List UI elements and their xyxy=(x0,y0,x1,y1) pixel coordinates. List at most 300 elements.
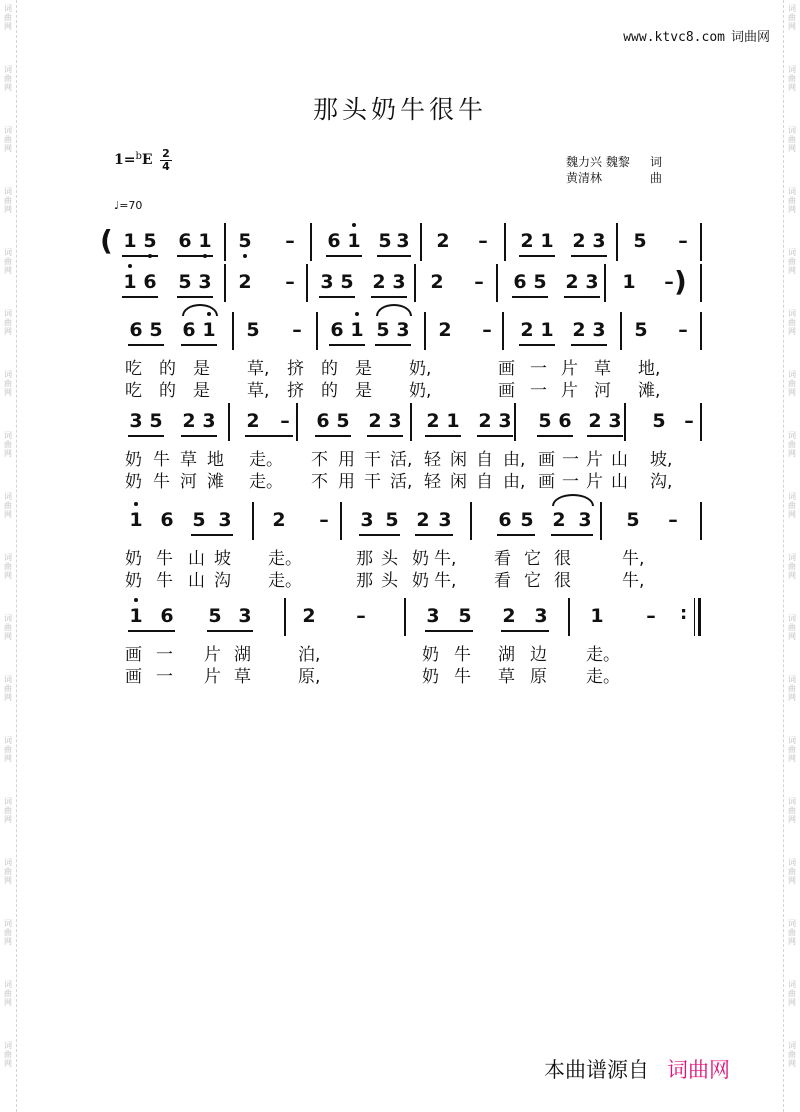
lyric-syllable: 片 xyxy=(204,667,221,687)
credits xyxy=(566,154,670,186)
tempo-value: =70 xyxy=(119,199,143,212)
lyric-syllable: 一 xyxy=(530,359,547,379)
open-paren: ( xyxy=(100,224,113,257)
lyric-syllable: 一 xyxy=(156,645,173,665)
bar-line xyxy=(424,312,426,350)
jianpu-note: 6 xyxy=(327,230,341,252)
watermark-mark: 词 曲 网 xyxy=(788,492,796,519)
lyric-syllable: 山 xyxy=(611,450,628,470)
jianpu-note: 1 xyxy=(196,229,214,253)
lyric-syllable: 牛 xyxy=(156,549,173,569)
jianpu-note: 3 xyxy=(608,410,622,432)
lyric-syllable: 湖 xyxy=(234,645,251,665)
lyric-syllable: 泊, xyxy=(298,645,321,665)
jianpu-note: 1 xyxy=(540,319,554,341)
lyric-verse-1 xyxy=(0,445,800,470)
slur-arc xyxy=(182,304,218,316)
watermark-mark: 词 曲 网 xyxy=(4,553,12,580)
jianpu-note: 5 xyxy=(208,605,222,627)
jianpu-note: – xyxy=(478,230,488,252)
lyric-syllable: 奶, xyxy=(409,381,432,401)
eighth-beam xyxy=(425,435,461,437)
lyric-verse-2 xyxy=(0,566,800,591)
lyric-syllable: 山 xyxy=(611,472,628,492)
eighth-beam xyxy=(319,296,355,298)
jianpu-note: 2 xyxy=(520,319,534,341)
song-title: 那头奶牛很牛 xyxy=(312,95,487,124)
end-bar-thick xyxy=(698,598,701,636)
bar-line xyxy=(514,403,516,441)
lyric-syllable: 的 xyxy=(159,359,176,379)
jianpu-note: – xyxy=(280,410,290,432)
jianpu-note: 1 xyxy=(446,410,460,432)
jianpu-note: 5 xyxy=(141,229,159,253)
jianpu-note: 5 xyxy=(533,271,547,293)
lyric-syllable: 是 xyxy=(355,359,372,379)
jianpu-note: 5 xyxy=(458,605,472,627)
jianpu-note: 5 xyxy=(626,509,640,531)
jianpu-note: 6 xyxy=(182,319,196,341)
lyric-syllable: 奶 xyxy=(412,571,429,591)
eighth-beam xyxy=(122,296,158,298)
bar-line xyxy=(232,312,234,350)
watermark-mark: 词 曲 网 xyxy=(788,797,796,824)
time-signature xyxy=(160,148,172,173)
jianpu-note: 2 xyxy=(588,410,602,432)
watermark-mark: 词 曲 网 xyxy=(4,431,12,458)
lyric-syllable: 牛, xyxy=(434,549,457,569)
lyric-syllable: 牛 xyxy=(454,667,471,687)
jianpu-note: 2 xyxy=(436,230,450,252)
jianpu-note: 5 xyxy=(192,509,206,531)
lyric-syllable: 画 xyxy=(125,667,142,687)
footer-source-brand[interactable]: 词曲网 xyxy=(667,1058,730,1082)
lyric-syllable: 草, xyxy=(247,359,270,379)
eighth-beam xyxy=(181,344,217,346)
jianpu-note: 2 xyxy=(565,271,579,293)
lyric-syllable: 草 xyxy=(180,450,197,470)
lyric-syllable: 牛 xyxy=(454,645,471,665)
lyric-syllable: 奶 xyxy=(125,472,142,492)
watermark-mark: 词 曲 网 xyxy=(788,1041,796,1068)
lyric-syllable: 是 xyxy=(193,381,210,401)
jianpu-note: 3 xyxy=(396,319,410,341)
watermark-mark: 词 曲 网 xyxy=(4,1041,12,1068)
jianpu-note: 5 xyxy=(149,319,163,341)
bar-line xyxy=(252,502,254,540)
bar-line xyxy=(700,223,702,261)
jianpu-note: 3 xyxy=(426,605,440,627)
bar-line xyxy=(310,223,312,261)
jianpu-note: 6 xyxy=(316,410,330,432)
jianpu-note: 1 xyxy=(348,318,366,342)
lyric-syllable: 的 xyxy=(321,381,338,401)
eighth-beam xyxy=(571,255,607,257)
key-prefix: 1= xyxy=(114,152,136,168)
watermark-mark: 词 曲 网 xyxy=(788,614,796,641)
lyric-syllable: 牛, xyxy=(622,549,645,569)
lyric-syllable: 头 xyxy=(381,549,398,569)
lyric-syllable: 奶 xyxy=(125,571,142,591)
eighth-beam xyxy=(177,255,213,257)
jianpu-note: – xyxy=(678,319,688,341)
watermark-mark: 词 曲 网 xyxy=(4,4,12,31)
jianpu-note: 1 xyxy=(123,230,137,252)
repeat-sign: : xyxy=(680,603,688,624)
jianpu-note: 5 xyxy=(652,410,666,432)
bar-line xyxy=(616,223,618,261)
lyric-syllable: 奶, xyxy=(409,359,432,379)
watermark-mark: 词 曲 网 xyxy=(4,126,12,153)
notation-row xyxy=(0,409,800,443)
eighth-beam xyxy=(329,344,365,346)
watermark-mark: 词 曲 网 xyxy=(788,370,796,397)
bar-line xyxy=(620,312,622,350)
eighth-beam xyxy=(326,255,362,257)
jianpu-note: – xyxy=(664,271,674,293)
jianpu-note: 5 xyxy=(178,271,192,293)
bar-line xyxy=(306,264,308,302)
jianpu-note: 5 xyxy=(633,230,647,252)
footer-source-text: 本曲谱源自 xyxy=(544,1058,649,1082)
jianpu-note: – xyxy=(668,509,678,531)
bar-line xyxy=(340,502,342,540)
lyric-syllable: 用 xyxy=(338,472,355,492)
watermark-mark: 词 曲 网 xyxy=(788,187,796,214)
lyric-syllable: 那 xyxy=(356,571,373,591)
eighth-beam xyxy=(177,296,213,298)
credit-composer xyxy=(566,170,670,186)
watermark-mark: 词 曲 网 xyxy=(788,248,796,275)
lyric-syllable: 很 xyxy=(554,571,571,591)
jianpu-note: 2 xyxy=(552,509,566,531)
jianpu-note: 3 xyxy=(218,509,232,531)
eighth-beam xyxy=(537,435,573,437)
bar-line xyxy=(224,264,226,302)
lyric-syllable: 奶 xyxy=(422,667,439,687)
lyric-syllable: 是 xyxy=(355,381,372,401)
jianpu-note: 3 xyxy=(438,509,452,531)
jianpu-note: 3 xyxy=(498,410,512,432)
lyric-syllable: 牛, xyxy=(622,571,645,591)
jianpu-note: 5 xyxy=(634,319,648,341)
jianpu-note: 6 xyxy=(498,509,512,531)
watermark-mark: 词 曲 网 xyxy=(4,65,12,92)
close-paren: ) xyxy=(674,265,687,298)
tempo-mark xyxy=(114,199,142,212)
jianpu-note: 2 xyxy=(368,410,382,432)
bar-line xyxy=(404,598,406,636)
bar-line xyxy=(568,598,570,636)
lyric-syllable: 的 xyxy=(159,381,176,401)
jianpu-note: 6 xyxy=(330,319,344,341)
bar-line xyxy=(224,223,226,261)
bar-line xyxy=(700,403,702,441)
lyric-syllable: 奶 xyxy=(422,645,439,665)
eighth-beam xyxy=(367,435,403,437)
bar-line xyxy=(410,403,412,441)
bar-line xyxy=(420,223,422,261)
lyric-syllable: 轻 xyxy=(424,472,441,492)
key-flat: b xyxy=(135,151,142,162)
jianpu-note: – xyxy=(646,605,656,627)
lyric-syllable: 牛 xyxy=(156,571,173,591)
jianpu-note: 6 xyxy=(178,230,192,252)
jianpu-note: 1 xyxy=(127,604,145,628)
watermark-mark: 词 曲 网 xyxy=(788,980,796,1007)
eighth-beam xyxy=(122,255,158,257)
jianpu-note: 5 xyxy=(149,410,163,432)
lyric-syllable: 吃 xyxy=(125,381,142,401)
lyric-verse-2 xyxy=(0,662,800,687)
watermark-mark: 词 曲 网 xyxy=(4,736,12,763)
watermark-mark: 词 曲 网 xyxy=(4,858,12,885)
end-bar-thin xyxy=(694,598,695,636)
eighth-beam xyxy=(519,255,555,257)
eighth-beam xyxy=(477,435,513,437)
lyric-syllable: 牛 xyxy=(153,472,170,492)
lyric-syllable: 闲 xyxy=(450,450,467,470)
jianpu-note: 6 xyxy=(160,509,174,531)
lyric-syllable: 原, xyxy=(298,667,321,687)
lyric-syllable: 片 xyxy=(586,450,603,470)
lyric-syllable: 走。 xyxy=(586,645,620,665)
notation-row xyxy=(0,224,800,263)
jianpu-note: 2 xyxy=(182,410,196,432)
eighth-beam xyxy=(371,296,407,298)
lyric-syllable: 活, xyxy=(390,472,413,492)
watermark-mark: 词 曲 网 xyxy=(788,309,796,336)
watermark-mark: 词 曲 网 xyxy=(4,797,12,824)
notation-row xyxy=(0,318,800,352)
lyric-verse-1 xyxy=(0,640,800,665)
bar-line xyxy=(296,403,298,441)
eighth-beam xyxy=(375,344,411,346)
credit-role: 曲 xyxy=(650,171,663,185)
key-note: E xyxy=(141,152,153,168)
bar-line xyxy=(700,502,702,540)
eighth-beam xyxy=(359,534,400,536)
lyric-syllable: 河 xyxy=(594,381,611,401)
jianpu-note: 2 xyxy=(238,271,252,293)
lyric-syllable: 边 xyxy=(530,645,547,665)
jianpu-note: 1 xyxy=(345,229,363,253)
jianpu-note: 3 xyxy=(198,271,212,293)
slur-arc xyxy=(376,304,412,316)
jianpu-note: 2 xyxy=(372,271,386,293)
credit-names: 黄清林 xyxy=(566,171,603,185)
lyric-syllable: 很 xyxy=(554,549,571,569)
jianpu-note: 5 xyxy=(246,319,260,341)
lyric-syllable: 走。 xyxy=(249,450,283,470)
credit-names: 魏力兴 魏黎 xyxy=(566,155,630,169)
jianpu-note: – xyxy=(678,230,688,252)
site-url[interactable]: www.ktvc8.com xyxy=(623,30,725,45)
site-name: 词曲网 xyxy=(730,30,770,45)
lyric-syllable: 片 xyxy=(561,381,578,401)
watermark-mark: 词 曲 网 xyxy=(788,858,796,885)
lyric-syllable: 奶 xyxy=(125,549,142,569)
lyric-syllable: 画 xyxy=(538,472,555,492)
lyric-syllable: 地, xyxy=(638,359,661,379)
eighth-beam xyxy=(128,435,164,437)
jianpu-note: 2 xyxy=(520,230,534,252)
jianpu-note: 5 xyxy=(336,410,350,432)
jianpu-note: 5 xyxy=(376,319,390,341)
lyric-syllable: 草, xyxy=(247,381,270,401)
lyric-syllable: 不 xyxy=(311,472,328,492)
lyric-syllable: 走。 xyxy=(268,549,302,569)
jianpu-note: 2 xyxy=(272,509,286,531)
bar-line xyxy=(604,264,606,302)
quarter-note-icon: ♩ xyxy=(114,199,120,212)
lyric-syllable: 一 xyxy=(156,667,173,687)
lyric-verse-1 xyxy=(0,354,800,379)
jianpu-note: 1 xyxy=(121,270,139,294)
jianpu-note: 2 xyxy=(426,410,440,432)
jianpu-note: 2 xyxy=(416,509,430,531)
bar-line xyxy=(504,223,506,261)
lyric-syllable: 它 xyxy=(524,549,541,569)
lyric-syllable: 走。 xyxy=(268,571,302,591)
lyric-verse-2 xyxy=(0,376,800,401)
lyric-syllable: 闲 xyxy=(450,472,467,492)
watermark-mark: 词 曲 网 xyxy=(788,736,796,763)
lyric-syllable: 奶 xyxy=(125,450,142,470)
lyric-syllable: 活, xyxy=(390,450,413,470)
jianpu-note: 2 xyxy=(478,410,492,432)
time-numerator: 2 xyxy=(160,148,172,161)
slur-arc xyxy=(552,494,594,506)
jianpu-note: 6 xyxy=(513,271,527,293)
lyric-syllable: 头 xyxy=(381,571,398,591)
bar-line xyxy=(316,312,318,350)
jianpu-note: – xyxy=(684,410,694,432)
lyric-syllable: 一 xyxy=(562,450,579,470)
jianpu-note: 1 xyxy=(127,508,145,532)
jianpu-note: 3 xyxy=(202,410,216,432)
lyric-syllable: 地 xyxy=(207,450,224,470)
eighth-beam xyxy=(181,435,217,437)
lyric-syllable: 片 xyxy=(204,645,221,665)
lyric-syllable: 草 xyxy=(594,359,611,379)
eighth-beam xyxy=(571,344,607,346)
bar-line xyxy=(502,312,504,350)
lyric-syllable: 用 xyxy=(338,450,355,470)
lyric-syllable: 草 xyxy=(234,667,251,687)
watermark-mark: 词 曲 网 xyxy=(788,65,796,92)
jianpu-note: 3 xyxy=(320,271,334,293)
site-header xyxy=(623,26,770,45)
watermark-mark: 词 曲 网 xyxy=(4,614,12,641)
key-signature xyxy=(114,151,153,168)
bar-line xyxy=(496,264,498,302)
watermark-mark: 词 曲 网 xyxy=(4,309,12,336)
eighth-beam xyxy=(501,630,549,632)
lyric-syllable: 一 xyxy=(562,472,579,492)
lyric-syllable: 走。 xyxy=(249,472,283,492)
watermark-mark: 词 曲 网 xyxy=(4,248,12,275)
jianpu-note: – xyxy=(319,509,329,531)
jianpu-note: 1 xyxy=(200,318,218,342)
watermark-mark: 词 曲 网 xyxy=(788,126,796,153)
jianpu-note: 2 xyxy=(430,271,444,293)
lyric-syllable: 牛, xyxy=(434,571,457,591)
eighth-beam xyxy=(519,344,555,346)
notation-row xyxy=(0,508,800,542)
lyric-syllable: 挤 xyxy=(287,381,304,401)
bar-line xyxy=(284,598,286,636)
watermark-mark: 词 曲 网 xyxy=(4,675,12,702)
bar-line xyxy=(470,502,472,540)
bar-line xyxy=(700,264,702,302)
jianpu-note: 5 xyxy=(378,230,392,252)
eighth-beam xyxy=(315,435,351,437)
jianpu-note: 6 xyxy=(143,271,157,293)
jianpu-note: 2 xyxy=(572,230,586,252)
lyric-syllable: 轻 xyxy=(424,450,441,470)
eighth-beam xyxy=(512,296,548,298)
jianpu-note: 3 xyxy=(238,605,252,627)
eighth-beam xyxy=(191,534,233,536)
jianpu-note: – xyxy=(474,271,484,293)
bar-line xyxy=(414,264,416,302)
eighth-beam xyxy=(587,435,623,437)
notation-row xyxy=(0,604,800,638)
lyric-syllable: 坡 xyxy=(214,549,231,569)
jianpu-note: 3 xyxy=(392,271,406,293)
lyric-syllable: 干 xyxy=(364,450,381,470)
lyric-syllable: 山 xyxy=(188,549,205,569)
lyric-syllable: 河 xyxy=(180,472,197,492)
lyric-syllable: 画 xyxy=(538,450,555,470)
jianpu-note: 1 xyxy=(622,271,636,293)
lyric-syllable: 自 xyxy=(476,472,493,492)
watermark-mark: 词 曲 网 xyxy=(788,553,796,580)
jianpu-note: 5 xyxy=(520,509,534,531)
jianpu-note: 3 xyxy=(534,605,548,627)
bar-line xyxy=(228,403,230,441)
lyric-syllable: 片 xyxy=(561,359,578,379)
lyric-syllable: 滩 xyxy=(207,472,224,492)
eighth-beam xyxy=(128,344,164,346)
watermark-mark: 词 曲 网 xyxy=(788,675,796,702)
jianpu-note: – xyxy=(482,319,492,341)
lyric-syllable: 的 xyxy=(321,359,338,379)
eighth-beam xyxy=(207,630,253,632)
eighth-beam xyxy=(564,296,600,298)
lyric-syllable: 牛 xyxy=(153,450,170,470)
lyric-syllable: 沟 xyxy=(214,571,231,591)
jianpu-note: – xyxy=(285,230,295,252)
lyric-syllable: 干 xyxy=(364,472,381,492)
bar-line xyxy=(700,312,702,350)
jianpu-note: 3 xyxy=(388,410,402,432)
jianpu-note: 2 xyxy=(246,410,260,432)
jianpu-note: 3 xyxy=(578,509,592,531)
lyric-syllable: 画 xyxy=(125,645,142,665)
lyric-syllable: 湖 xyxy=(498,645,515,665)
jianpu-note: 2 xyxy=(572,319,586,341)
time-denominator: 4 xyxy=(162,160,170,173)
watermark-mark: 词 曲 网 xyxy=(4,370,12,397)
jianpu-note: 1 xyxy=(540,230,554,252)
lyric-syllable: 坡, xyxy=(650,450,673,470)
lyric-syllable: 奶 xyxy=(412,549,429,569)
lyric-syllable: 走。 xyxy=(586,667,620,687)
watermark-mark: 词 曲 网 xyxy=(4,980,12,1007)
jianpu-note: 1 xyxy=(590,605,604,627)
